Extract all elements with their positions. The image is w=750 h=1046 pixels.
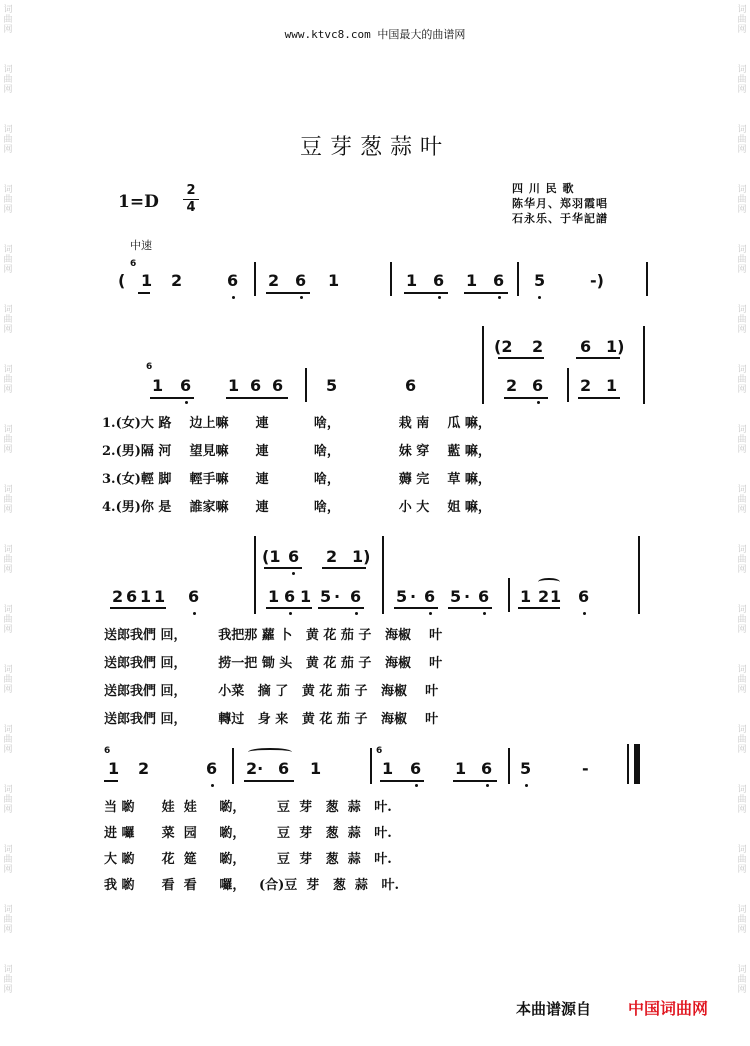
watermark-left-10: 词 曲 网 — [3, 545, 13, 575]
note: 1 — [300, 587, 312, 606]
note: 2· — [246, 759, 264, 778]
watermark-right-3: 词 曲 网 — [737, 125, 747, 155]
lower-octave-dot — [193, 612, 196, 615]
note: 6 — [272, 376, 284, 395]
note: 1 — [406, 271, 418, 290]
note: 1 — [466, 271, 478, 290]
note: 2 — [112, 587, 124, 606]
beam — [104, 780, 118, 782]
beam — [322, 567, 366, 569]
note: 1 — [268, 587, 280, 606]
note: 5 — [326, 376, 338, 395]
lyric-verse-4: 我 喲 看 看 囉， (合)豆 芽 葱 蒜 叶. — [104, 878, 400, 893]
beam — [498, 357, 544, 359]
beam — [578, 397, 620, 399]
note: 2 — [138, 759, 150, 778]
note: 6 — [278, 759, 290, 778]
lyric-verse-2: 2.(男)隔 河 望見嘛 連 啥， 妹 穿 藍 嘛， — [102, 444, 491, 459]
note: 6 — [188, 587, 200, 606]
time-top: 2 — [186, 183, 196, 198]
lower-octave-dot — [355, 612, 358, 615]
note: 2 — [268, 271, 280, 290]
alt-note: 1) — [606, 337, 625, 356]
lyric-verse-3: 送郎我們 回， 小菜 摘 了 黄 花 茄 子 海椒 叶 — [104, 684, 439, 699]
barline — [390, 262, 392, 296]
watermark-right-11: 词 曲 网 — [737, 605, 747, 635]
note: 2 — [506, 376, 518, 395]
lower-octave-dot — [232, 296, 235, 299]
note: -) — [590, 271, 604, 290]
alt-note: (2 — [494, 337, 513, 356]
note: 5 — [450, 587, 462, 606]
beam — [266, 292, 310, 294]
watermark-right-14: 词 曲 网 — [737, 785, 747, 815]
note: 2 — [538, 587, 550, 606]
note: 1 — [141, 271, 153, 290]
beam — [264, 567, 302, 569]
beam — [448, 607, 492, 609]
barline — [638, 536, 640, 614]
beam — [110, 607, 166, 609]
credit-singers: 陈华月、郑羽霞唱 — [512, 197, 608, 210]
watermark-left-11: 词 曲 网 — [3, 605, 13, 635]
beam — [576, 357, 620, 359]
beam — [404, 292, 448, 294]
lyric-verse-2: 送郎我們 回， 捞一把 锄 头 黄 花 茄 子 海椒 叶 — [104, 656, 443, 671]
alt-note: 6 — [288, 547, 300, 566]
note: · — [410, 587, 417, 606]
watermark-left-9: 词 曲 网 — [3, 485, 13, 515]
note: 6 — [227, 271, 239, 290]
lyric-verse-1: 当 喲 娃 娃 喲， 豆 芽 葱 蒜 叶. — [104, 800, 392, 815]
watermark-right-16: 词 曲 网 — [737, 905, 747, 935]
barline — [643, 326, 645, 404]
note: 6 — [478, 587, 490, 606]
final-barline-thick — [634, 744, 640, 784]
barline — [517, 262, 519, 296]
lower-octave-dot — [537, 401, 540, 404]
credit-origin: 四 川 民 歌 — [512, 182, 575, 195]
note: 6 — [284, 587, 296, 606]
lyric-verse-4: 送郎我們 回， 轉过 身 来 黄 花 茄 子 海椒 叶 — [104, 712, 439, 727]
watermark-right-7: 词 曲 网 — [737, 365, 747, 395]
watermark-left-8: 词 曲 网 — [3, 425, 13, 455]
note: 5 — [520, 759, 532, 778]
song-title: 豆芽葱蒜叶 — [299, 135, 450, 160]
note: 1 — [455, 759, 467, 778]
alt-note: 1) — [352, 547, 371, 566]
note: 6 — [250, 376, 262, 395]
beam — [226, 397, 288, 399]
barline — [382, 536, 384, 614]
note: 5 — [396, 587, 408, 606]
note: - — [582, 759, 589, 778]
lyric-verse-1: 送郎我們 回， 我把那 蘿 卜 黄 花 茄 子 海椒 叶 — [104, 628, 443, 643]
beam — [504, 397, 548, 399]
lower-octave-dot — [486, 784, 489, 787]
barline — [370, 748, 372, 784]
barline — [305, 368, 307, 402]
watermark-left-14: 词 曲 网 — [3, 785, 13, 815]
lower-octave-dot — [185, 401, 188, 404]
note: 5 — [534, 271, 546, 290]
lower-octave-dot — [438, 296, 441, 299]
lower-octave-dot — [525, 784, 528, 787]
watermark-right-10: 词 曲 网 — [737, 545, 747, 575]
note: 1 — [520, 587, 532, 606]
alt-note: 2 — [326, 547, 338, 566]
note: · — [464, 587, 471, 606]
slur — [248, 748, 292, 756]
lower-octave-dot — [483, 612, 486, 615]
watermark-left-5: 词 曲 网 — [3, 245, 13, 275]
alt-note: 2 — [532, 337, 544, 356]
watermark-left-13: 词 曲 网 — [3, 725, 13, 755]
watermark-right-1: 词 曲 网 — [737, 5, 747, 35]
lower-octave-dot — [429, 612, 432, 615]
note: 2 — [171, 271, 183, 290]
barline — [482, 326, 484, 404]
beam — [453, 780, 497, 782]
lower-octave-dot — [583, 612, 586, 615]
grace-note: 6 — [146, 362, 153, 372]
watermark-left-4: 词 曲 网 — [3, 185, 13, 215]
note: 6 — [206, 759, 218, 778]
watermark-right-2: 词 曲 网 — [737, 65, 747, 95]
note: 6 — [350, 587, 362, 606]
note: 1 — [152, 376, 164, 395]
beam — [518, 607, 560, 609]
slur — [538, 578, 560, 586]
final-barline-thin — [627, 744, 629, 784]
note: 1 — [550, 587, 562, 606]
site-name-link[interactable]: 中国词曲网 — [628, 999, 709, 1018]
watermark-right-5: 词 曲 网 — [737, 245, 747, 275]
note: 2 — [580, 376, 592, 395]
watermark-right-13: 词 曲 网 — [737, 725, 747, 755]
note: 1 — [228, 376, 240, 395]
watermark-left-3: 词 曲 网 — [3, 125, 13, 155]
alt-note: 6 — [580, 337, 592, 356]
note: 6 — [126, 587, 138, 606]
note: 6 — [180, 376, 192, 395]
lower-octave-dot — [538, 296, 541, 299]
note: 5 — [320, 587, 332, 606]
lyric-verse-1: 1.(女)大 路 边上嘛 連 啥， 栽 南 瓜 嘛， — [102, 416, 491, 431]
beam — [244, 780, 294, 782]
beam — [394, 607, 438, 609]
lower-octave-dot — [415, 784, 418, 787]
watermark-left-2: 词 曲 网 — [3, 65, 13, 95]
watermark-right-8: 词 曲 网 — [737, 425, 747, 455]
tempo-marking: 中速 — [130, 239, 152, 252]
time-signature — [183, 184, 199, 215]
lower-octave-dot — [498, 296, 501, 299]
grace-note: 6 — [104, 746, 111, 756]
note: 6 — [578, 587, 590, 606]
lower-octave-dot — [211, 784, 214, 787]
barline — [232, 748, 234, 784]
note: 6 — [410, 759, 422, 778]
note: 1 — [328, 271, 340, 290]
barline — [254, 536, 256, 614]
note: 1 — [108, 759, 120, 778]
watermark-right-4: 词 曲 网 — [737, 185, 747, 215]
watermark-left-15: 词 曲 网 — [3, 845, 13, 875]
lower-octave-dot — [292, 572, 295, 575]
note: 1 — [310, 759, 322, 778]
note: 6 — [481, 759, 493, 778]
grace-note: 6 — [376, 746, 383, 756]
watermark-right-9: 词 曲 网 — [737, 485, 747, 515]
site-url: www.ktvc8.com 中国最大的曲谱网 — [284, 28, 466, 41]
lower-octave-dot — [300, 296, 303, 299]
time-bottom: 4 — [186, 200, 196, 215]
note: 6 — [493, 271, 505, 290]
lower-octave-dot — [289, 612, 292, 615]
note: 6 — [405, 376, 417, 395]
note: 6 — [532, 376, 544, 395]
watermark-right-17: 词 曲 网 — [737, 965, 747, 995]
note: 1 — [154, 587, 166, 606]
note: 1 — [140, 587, 152, 606]
note: 6 — [295, 271, 307, 290]
lyric-verse-3: 大 喲 花 筵 喲， 豆 芽 葱 蒜 叶. — [104, 852, 392, 867]
note: 6 — [424, 587, 436, 606]
barline — [254, 262, 256, 296]
beam — [150, 397, 194, 399]
note: 6 — [433, 271, 445, 290]
note: 1 — [382, 759, 394, 778]
source-label: 本曲谱源自 — [516, 1000, 592, 1018]
lyric-verse-3: 3.(女)輕 脚 輕手嘛 連 啥， 薅 完 草 嘛， — [102, 472, 491, 487]
beam — [318, 607, 364, 609]
watermark-left-1: 词 曲 网 — [3, 5, 13, 35]
watermark-right-6: 词 曲 网 — [737, 305, 747, 335]
beam — [464, 292, 508, 294]
note: · — [334, 587, 341, 606]
credit-transcribers: 石永乐、于华記譜 — [512, 212, 608, 225]
note: 1 — [606, 376, 618, 395]
watermark-left-12: 词 曲 网 — [3, 665, 13, 695]
note: ( — [118, 271, 126, 290]
grace-note: 6 — [130, 259, 137, 269]
watermark-left-16: 词 曲 网 — [3, 905, 13, 935]
beam — [138, 292, 150, 294]
watermark-left-7: 词 曲 网 — [3, 365, 13, 395]
key-signature: 1=D — [118, 192, 159, 212]
beam — [380, 780, 424, 782]
lyric-verse-4: 4.(男)你 是 誰家嘛 連 啥， 小 大 姐 嘛， — [102, 500, 491, 515]
alt-note: (1 — [262, 547, 281, 566]
barline — [567, 368, 569, 402]
barline — [646, 262, 648, 296]
watermark-right-15: 词 曲 网 — [737, 845, 747, 875]
barline — [508, 578, 510, 612]
watermark-right-12: 词 曲 网 — [737, 665, 747, 695]
beam — [266, 607, 312, 609]
watermark-left-17: 词 曲 网 — [3, 965, 13, 995]
barline — [508, 748, 510, 784]
watermark-left-6: 词 曲 网 — [3, 305, 13, 335]
lyric-verse-2: 进 囉 菜 园 喲， 豆 芽 葱 蒜 叶. — [104, 826, 392, 841]
